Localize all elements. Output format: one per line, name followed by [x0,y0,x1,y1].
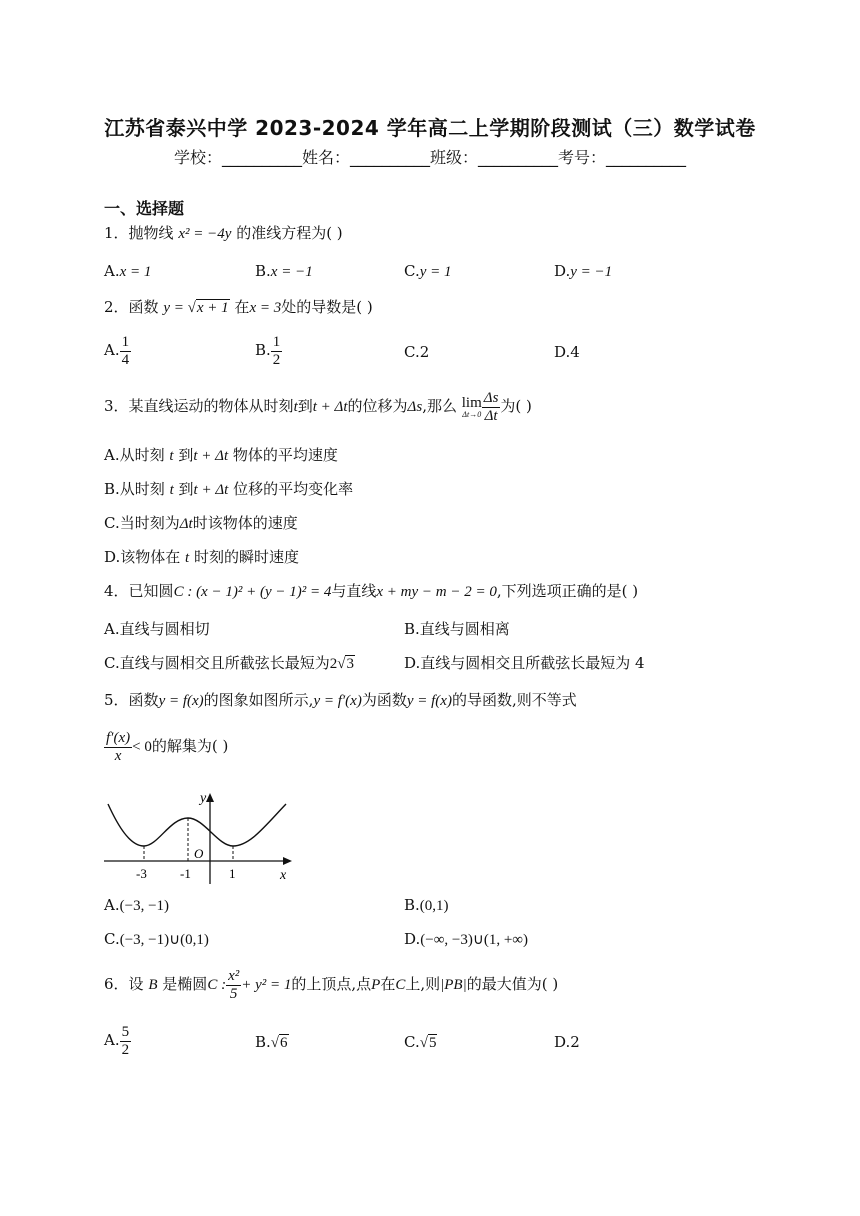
q1-option-c: C.y = 1 [404,262,452,280]
stem-text: 抛物线 [128,224,174,242]
number-blank: __________ [606,148,687,167]
q3-option-d: D.该物体在 t 时刻的瞬时速度 [104,548,300,566]
q6-option-c: C.√5 [404,1033,437,1051]
question-4: 4．已知圆C : (x − 1)² + (y − 1)² = 4与直线x + my − m − 2 = 0,下列选项正确的是( ) [104,582,639,600]
student-info-line [0,145,860,168]
question-2: 2．函数 y = √x + 1 在x = 3处的导数是( ) [104,298,373,316]
function-graph [100,786,300,886]
q4-option-a: A.直线与圆相切 [104,620,210,638]
question-3: 3．某直线运动的物体从时刻t到t + Δt的位移为Δs,那么 lim Δt→0 $\frac{\Delta s}{\Delta t}$ 为( ) [104,390,532,424]
q4-option-b: B.直线与圆相离 [404,620,510,638]
school-blank: __________ [221,148,302,167]
name-blank: __________ [350,148,430,167]
q4-option-d: D.直线与圆相交且所截弦长最短为 4 [404,654,645,672]
x-axis-arrow [283,857,292,865]
question-5: 5．函数y = f(x)的图象如图所示,y = f′(x)为函数y = f(x)的导函数,则不等式 [104,691,577,709]
curve [108,804,286,846]
limit-operator: lim Δt→0 [461,395,482,419]
y-axis-arrow [206,793,214,802]
q2-option-b: B. $\frac{1}{2}$ [255,334,281,368]
q1-option-b: B.x = −1 [255,262,313,280]
class-blank: __________ [478,148,559,167]
origin-label: O [194,846,204,861]
question-6: 6．设 B 是椭圆C : $\frac{\text{x²}}{5}$ + y² = 1的上顶点,点P在C上,则|PB|的最大值为( ) [104,968,559,1002]
question-5-inequality: $\frac{f'(x)}{x}$ < 0的解集为( ) [106,730,229,764]
stem-text: 的准线方程为( ) [236,224,343,242]
exam-title: 江苏省泰兴中学 2023-2024 学年高二上学期阶段测试（三）数学试卷 [104,116,756,140]
q3-option-a: A.从时刻 t 到t + Δt 物体的平均速度 [104,446,338,464]
question-number: 1． [104,224,129,242]
q5-option-c: C.(−3, −1)∪(0,1) [104,930,209,948]
class-label: 班级： [430,148,479,167]
math-expression: x² = −4y [178,226,232,242]
name-label: 姓名： [301,148,350,167]
q5-option-a: A.(−3, −1) [104,896,170,914]
q1-option-a: A.x = 1 [104,262,152,280]
tick-1: 1 [229,866,236,881]
q2-option-d: D.4 [554,343,580,361]
tick-minus-1: -1 [180,866,191,881]
q3-option-c: C.当时刻为Δt时该物体的速度 [104,514,298,532]
radicand: x + 1 [196,300,229,316]
q5-option-b: B.(0,1) [404,896,449,914]
school-label: 学校： [173,148,222,167]
q6-option-a: A. $\frac{5}{2}$ [104,1024,130,1058]
q3-option-b: B.从时刻 t 到t + Δt 位移的平均变化率 [104,480,354,498]
q1-option-d: D.y = −1 [554,262,613,280]
y-label: y [200,791,207,806]
section-title: 一、选择题 [104,199,185,218]
q6-option-d: D.2 [554,1033,580,1051]
q4-option-c: C.直线与圆相交且所截弦长最短为2√3 [104,654,354,672]
q2-option-c: C.2 [404,343,430,361]
q6-option-b: B.√6 [255,1033,288,1051]
number-label: 考号： [558,148,607,167]
q2-option-a: A. $\frac{1}{4}$ [104,334,130,368]
x-label: x [280,868,287,883]
tick-minus-3: -3 [136,866,147,881]
q5-option-d: D.(−∞, −3)∪(1, +∞) [404,930,528,948]
question-1 [104,222,343,243]
